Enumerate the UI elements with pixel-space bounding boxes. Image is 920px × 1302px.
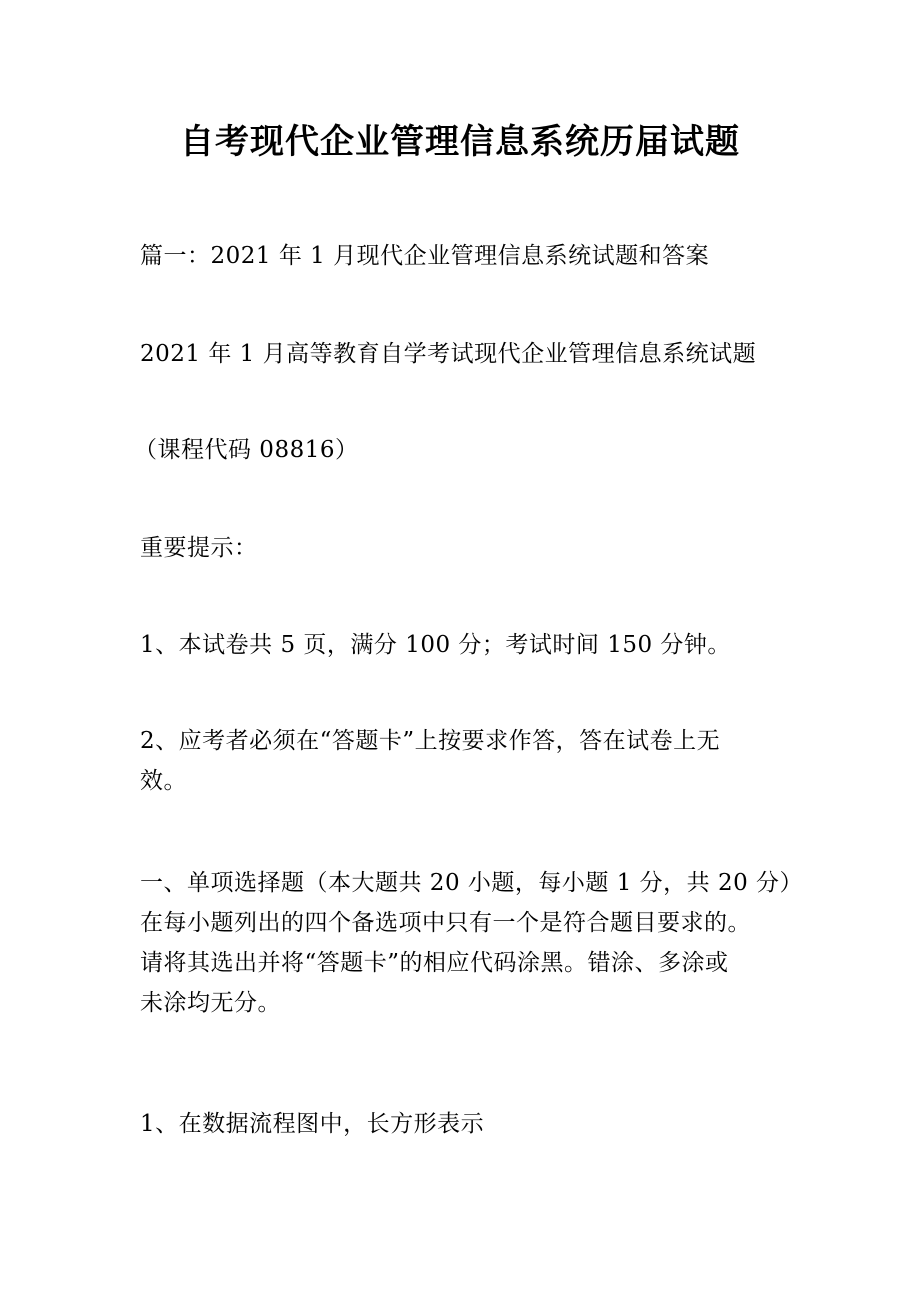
text-line: 1、本试卷共 5 页，满分 100 分；考试时间 150 分钟。	[140, 632, 731, 658]
text-line: 一、单项选择题（本大题共 20 小题，每小题 1 分，共 20 分）	[140, 870, 804, 896]
text-line: 2、应考者必须在“答题卡”上按要求作答，答在试卷上无	[140, 728, 721, 754]
text-line: 效。	[140, 768, 187, 794]
paragraph-question-1	[140, 1104, 800, 1144]
text-line: 篇一：2021 年 1 月现代企业管理信息系统试题和答案	[140, 243, 710, 269]
text-line: 1、在数据流程图中，长方形表示	[140, 1111, 485, 1137]
paragraph-section-one-instructions	[140, 863, 804, 1023]
paragraph-notice-2	[140, 721, 800, 801]
paragraph-course-code	[134, 430, 794, 470]
text-line: 请将其选出并将“答题卡”的相应代码涂黑。错涂、多涂或	[140, 950, 729, 976]
text-line: （课程代码 08816）	[134, 437, 359, 463]
text-line: 在每小题列出的四个备选项中只有一个是符合题目要求的。	[140, 910, 751, 936]
text-line: 2021 年 1 月高等教育自学考试现代企业管理信息系统试题	[140, 341, 757, 367]
paragraph-section-heading	[140, 236, 800, 276]
paragraph-exam-title	[140, 334, 800, 374]
text-line: 重要提示：	[140, 535, 258, 561]
document-title: 自考现代企业管理信息系统历届试题	[180, 122, 740, 162]
text-line: 未涂均无分。	[140, 990, 281, 1016]
paragraph-notice-1	[140, 625, 800, 665]
paragraph-notice-heading	[140, 528, 800, 568]
